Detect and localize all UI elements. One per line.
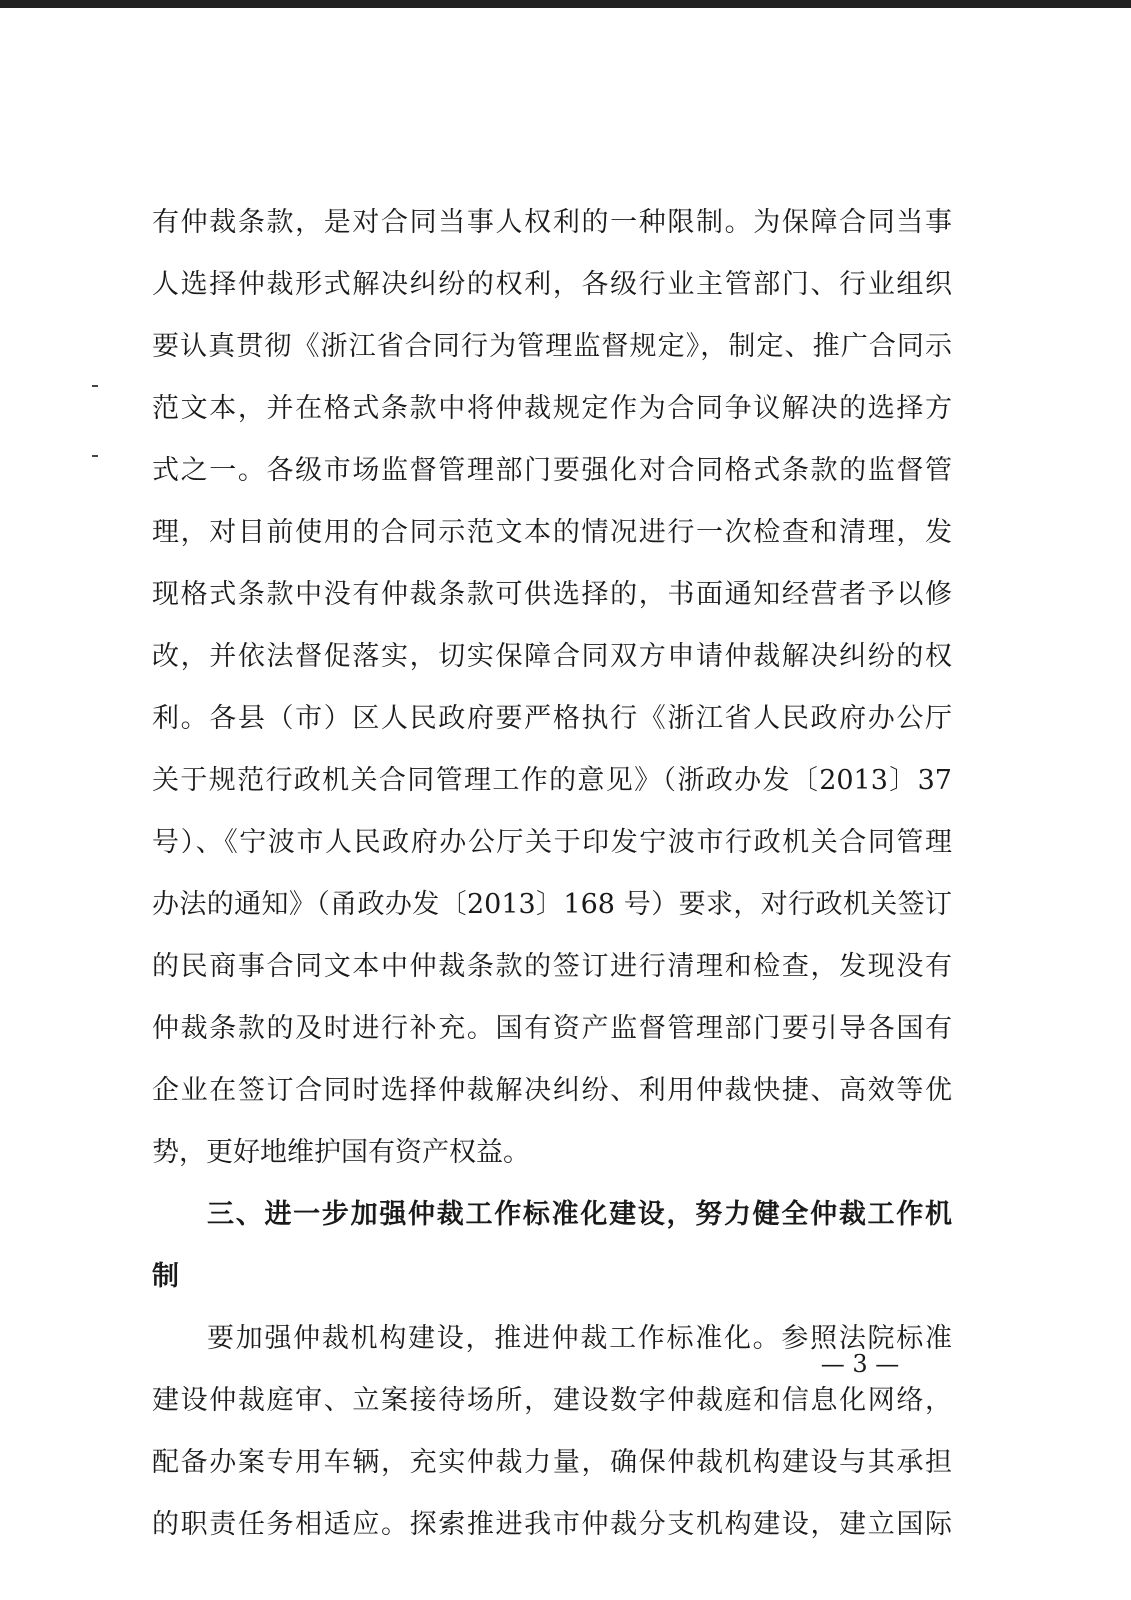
paragraph-line: 利。各县（市）区人民政府要严格执行《浙江省人民政府办公厅 [152,703,952,734]
paragraph-line: 要认真贯彻《浙江省合同行为管理监督规定》，制定、推广合同示 [152,331,952,362]
paragraph-line: 改，并依法督促落实，切实保障合同双方申请仲裁解决纠纷的权 [152,641,952,672]
paragraph-line: 办法的通知》（甬政办发〔2013〕168 号）要求，对行政机关签订 [152,889,952,920]
paragraph-line: 有仲裁条款，是对合同当事人权利的一种限制。为保障合同当事 [152,207,952,238]
paragraph-line: 的职责任务相适应。探索推进我市仲裁分支机构建设，建立国际 [152,1509,952,1540]
margin-mark [92,455,98,457]
top-border-line [0,0,1131,8]
paragraph-line: 范文本，并在格式条款中将仲裁规定作为合同争议解决的选择方 [152,393,952,424]
paragraph-line: 要加强仲裁机构建设，推进仲裁工作标准化。参照法院标准 [207,1323,952,1354]
margin-mark [92,385,98,387]
paragraph-line: 人选择仲裁形式解决纠纷的权利，各级行业主管部门、行业组织 [152,269,952,300]
paragraph-line: 号）、《宁波市人民政府办公厅关于印发宁波市行政机关合同管理 [152,827,952,858]
paragraph-line: 仲裁条款的及时进行补充。国有资产监督管理部门要引导各国有 [152,1013,952,1044]
paragraph-line: 势，更好地维护国有资产权益。 [152,1137,530,1168]
paragraph-line: 式之一。各级市场监督管理部门要强化对合同格式条款的监督管 [152,455,952,486]
page-number: — 3 — [820,1350,900,1378]
section-heading: 制 [152,1261,179,1292]
paragraph-line: 现格式条款中没有仲裁条款可供选择的，书面通知经营者予以修 [152,579,952,610]
paragraph-line: 的民商事合同文本中仲裁条款的签订进行清理和检查，发现没有 [152,951,952,982]
paragraph-line: 理，对目前使用的合同示范文本的情况进行一次检查和清理，发 [152,517,952,548]
paragraph-line: 配备办案专用车辆，充实仲裁力量，确保仲裁机构建设与其承担 [152,1447,952,1478]
section-heading: 三、进一步加强仲裁工作标准化建设，努力健全仲裁工作机 [207,1199,952,1230]
paragraph-line: 建设仲裁庭审、立案接待场所，建设数字仲裁庭和信息化网络， [152,1385,952,1416]
paragraph-line: 关于规范行政机关合同管理工作的意见》（浙政办发〔2013〕37 [152,765,952,796]
paragraph-line: 企业在签订合同时选择仲裁解决纠纷、利用仲裁快捷、高效等优 [152,1075,952,1106]
